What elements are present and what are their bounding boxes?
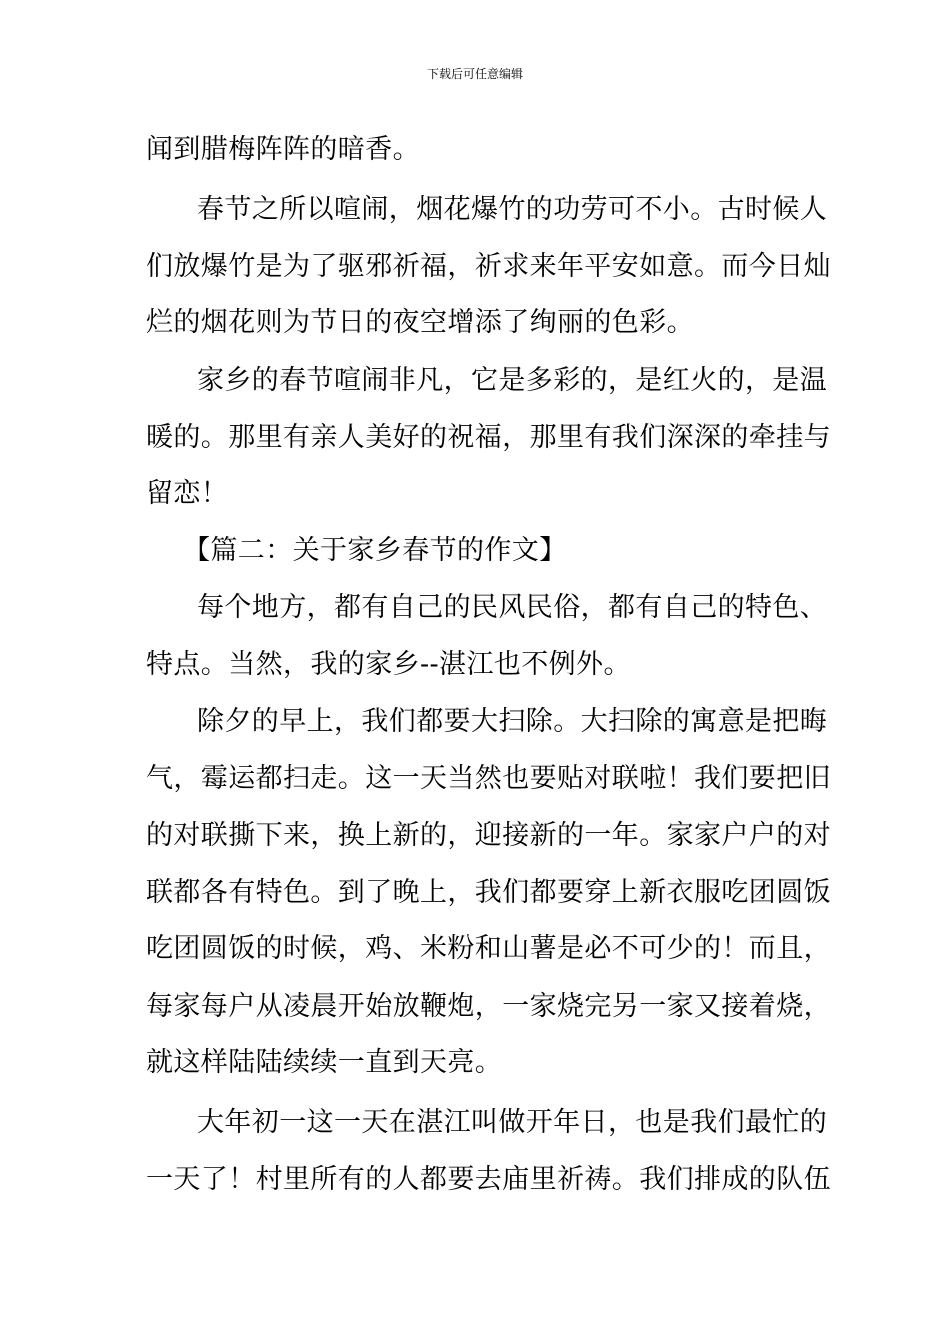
text-line: 气，霉运都扫走。这一天当然也要贴对联啦！我们要把旧 xyxy=(146,763,831,794)
text-line: 吃团圆饭的时候，鸡、米粉和山薯是必不可少的！而且， xyxy=(146,933,831,964)
text-line: 们放爆竹是为了驱邪祈福，祈求来年平安如意。而今日灿 xyxy=(146,251,831,282)
text-line: 每家每户从凌晨开始放鞭炮，一家烧完另一家又接着烧， xyxy=(146,991,831,1022)
text-line: 特点。当然，我的家乡--湛江也不例外。 xyxy=(146,649,631,680)
text-line: 联都各有特色。到了晚上，我们都要穿上新衣服吃团圆饭 xyxy=(146,877,831,908)
text-line: 闻到腊梅阵阵的暗香。 xyxy=(146,134,420,165)
text-line: 大年初一这一天在湛江叫做开年日，也是我们最忙的 xyxy=(197,1107,828,1138)
text-line: 除夕的早上，我们都要大扫除。大扫除的寓意是把晦 xyxy=(197,706,828,737)
page-header: 下载后可任意编辑 xyxy=(426,67,523,81)
section-heading: 【篇二：关于家乡春节的作文】 xyxy=(183,535,567,566)
text-line: 留恋！ xyxy=(146,478,229,509)
text-line: 的对联撕下来，换上新的，迎接新的一年。家家户户的对 xyxy=(146,820,831,851)
text-line: 每个地方，都有自己的民风民俗，都有自己的特色、 xyxy=(197,592,828,623)
text-line: 春节之所以喧闹，烟花爆竹的功劳可不小。古时候人 xyxy=(197,194,828,225)
text-line: 暖的。那里有亲人美好的祝福，那里有我们深深的牵挂与 xyxy=(146,422,831,453)
text-line: 烂的烟花则为节日的夜空增添了绚丽的色彩。 xyxy=(146,307,694,338)
text-line: 家乡的春节喧闹非凡，它是多彩的，是红火的，是温 xyxy=(197,365,828,396)
text-line: 一天了！村里所有的人都要去庙里祈祷。我们排成的队伍 xyxy=(146,1164,831,1195)
text-line: 就这样陆陆续续一直到天亮。 xyxy=(146,1047,503,1078)
